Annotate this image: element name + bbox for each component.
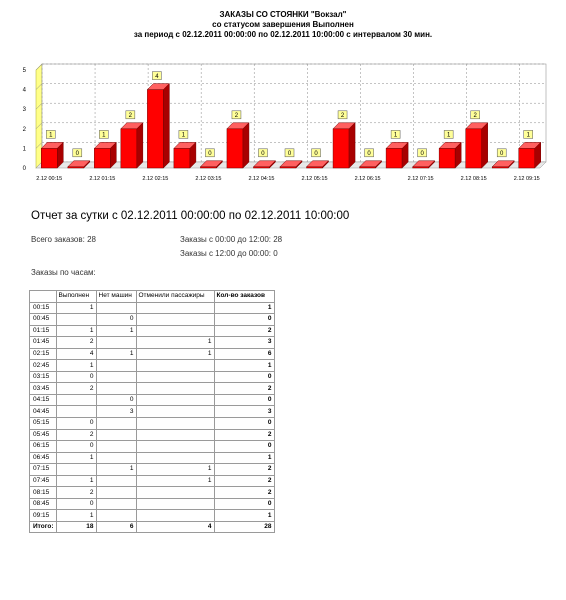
value-cell xyxy=(96,360,136,372)
bar-front xyxy=(94,148,110,168)
day-orders: Заказы с 00:00 до 12:00: 28 xyxy=(180,235,283,244)
value-cell: 1 xyxy=(214,452,274,464)
value-cell xyxy=(96,498,136,510)
value-cell: 0 xyxy=(56,371,96,383)
x-tick-label: 2.12 06:15 xyxy=(354,176,381,182)
value-cell xyxy=(96,475,136,487)
value-cell: 1 xyxy=(96,348,136,360)
value-cell: 3 xyxy=(214,337,274,349)
bar-value-label: 1 xyxy=(181,132,186,139)
table-row xyxy=(30,441,275,453)
value-cell: 4 xyxy=(56,348,96,360)
time-cell: 03:45 xyxy=(30,383,57,395)
value-cell xyxy=(96,510,136,522)
bar-value-label: 2 xyxy=(128,113,133,119)
x-tick-label: 2.12 05:15 xyxy=(301,176,328,182)
bar-value-label: 0 xyxy=(420,151,424,157)
value-cell: 0 xyxy=(56,418,96,430)
value-cell: 2 xyxy=(214,475,274,487)
bar-value-label: 0 xyxy=(314,151,318,157)
value-cell xyxy=(136,498,214,510)
value-cell xyxy=(136,418,214,430)
report-header-period: за период с 02.12.2011 00:00:00 по 02.12.2011 10:00:00 с интервалом 30 мин. xyxy=(133,30,433,39)
value-cell xyxy=(136,510,214,522)
value-cell: 3 xyxy=(214,406,274,418)
bar-value-label: 2 xyxy=(340,113,345,119)
table-row xyxy=(30,510,275,522)
bar-front xyxy=(41,148,57,168)
value-cell xyxy=(96,487,136,499)
value-cell xyxy=(136,429,214,441)
value-cell: 1 xyxy=(136,337,214,349)
time-cell: 05:45 xyxy=(30,429,57,441)
value-cell: 0 xyxy=(214,371,274,383)
table-header-cell xyxy=(30,291,57,303)
table-row xyxy=(30,464,275,476)
value-cell: 2 xyxy=(56,383,96,395)
value-cell: 2 xyxy=(214,487,274,499)
value-cell xyxy=(136,452,214,464)
value-cell xyxy=(136,314,214,326)
hourly-orders-table xyxy=(29,290,275,533)
table-row xyxy=(30,360,275,372)
bar-value-label: 1 xyxy=(49,132,53,139)
bar-front xyxy=(147,90,163,168)
value-cell: 0 xyxy=(214,394,274,406)
table-header-cell: Нет машин xyxy=(96,291,136,303)
time-cell: 07:15 xyxy=(30,464,57,476)
value-cell: 0 xyxy=(56,498,96,510)
bar-value-label: 0 xyxy=(208,151,212,157)
value-cell: 1 xyxy=(136,475,214,487)
bar-front xyxy=(519,148,535,168)
bar-value-label: 0 xyxy=(367,151,371,157)
total-cell: 28 xyxy=(214,521,274,533)
table-row xyxy=(30,337,275,349)
table-header-cell: Кол-во заказов xyxy=(214,291,274,303)
value-cell: 0 xyxy=(96,394,136,406)
value-cell xyxy=(96,429,136,441)
time-cell: 04:45 xyxy=(30,406,57,418)
table-row xyxy=(30,394,275,406)
x-tick-label: 2.12 03:15 xyxy=(195,176,222,182)
bar-front xyxy=(121,129,137,168)
bar-front xyxy=(174,148,190,168)
bar-value-label: 1 xyxy=(393,132,398,139)
time-cell: 01:45 xyxy=(30,337,57,349)
bar-value-label: 1 xyxy=(446,132,451,139)
table-total-row xyxy=(30,521,275,533)
hourly-label: Заказы по часам: xyxy=(31,268,96,277)
bar-value-label: 4 xyxy=(155,73,159,80)
value-cell: 2 xyxy=(214,325,274,337)
y-tick-label: 2 xyxy=(22,126,26,133)
bar-side xyxy=(349,123,355,168)
value-cell xyxy=(136,441,214,453)
table-row xyxy=(30,302,275,314)
bar-front xyxy=(439,148,455,168)
y-tick-label: 1 xyxy=(22,146,26,153)
time-cell: 06:15 xyxy=(30,441,57,453)
value-cell xyxy=(96,302,136,314)
value-cell xyxy=(136,406,214,418)
table-header-cell: Отменили пассажиры xyxy=(136,291,214,303)
total-orders: Всего заказов: 28 xyxy=(31,235,96,244)
value-cell: 1 xyxy=(56,475,96,487)
value-cell xyxy=(56,464,96,476)
total-cell: 18 xyxy=(56,521,96,533)
total-cell: 6 xyxy=(96,521,136,533)
table-row xyxy=(30,487,275,499)
time-cell: 02:45 xyxy=(30,360,57,372)
table-row xyxy=(30,452,275,464)
table-row xyxy=(30,325,275,337)
y-tick-label: 5 xyxy=(22,68,26,74)
time-cell: 06:45 xyxy=(30,452,57,464)
value-cell xyxy=(136,360,214,372)
time-cell: 09:15 xyxy=(30,510,57,522)
value-cell: 6 xyxy=(214,348,274,360)
report-header-title: ЗАКАЗЫ СО СТОЯНКИ "Вокзал" xyxy=(219,10,347,19)
bar-value-label: 2 xyxy=(234,113,239,119)
table-row xyxy=(30,406,275,418)
time-cell: 01:15 xyxy=(30,325,57,337)
value-cell: 1 xyxy=(214,360,274,372)
table-header-row xyxy=(30,291,275,303)
value-cell: 1 xyxy=(56,510,96,522)
x-tick-label: 2.12 08:15 xyxy=(460,176,487,182)
value-cell: 0 xyxy=(214,498,274,510)
value-cell: 0 xyxy=(96,314,136,326)
bar-side xyxy=(137,123,143,168)
value-cell: 2 xyxy=(56,337,96,349)
bar-front xyxy=(386,148,402,168)
value-cell: 1 xyxy=(96,464,136,476)
table-row xyxy=(30,314,275,326)
table-row xyxy=(30,383,275,395)
x-tick-label: 2.12 07:15 xyxy=(407,176,434,182)
value-cell: 2 xyxy=(56,429,96,441)
total-label-cell: Итого: xyxy=(30,521,57,533)
value-cell xyxy=(136,371,214,383)
value-cell: 0 xyxy=(214,418,274,430)
report-title: Отчет за сутки с 02.12.2011 00:00:00 по 02.12.2011 10:00:00 xyxy=(31,210,350,222)
value-cell: 1 xyxy=(56,325,96,337)
y-tick-label: 4 xyxy=(22,87,26,94)
time-cell: 05:15 xyxy=(30,418,57,430)
value-cell: 1 xyxy=(136,348,214,360)
y-tick-label: 3 xyxy=(22,107,26,114)
bar-value-label: 0 xyxy=(75,151,79,157)
bar-side xyxy=(243,123,249,168)
value-cell xyxy=(96,383,136,395)
bar-front xyxy=(227,129,243,168)
bar-value-label: 1 xyxy=(526,132,530,139)
table-row xyxy=(30,418,275,430)
time-cell: 00:15 xyxy=(30,302,57,314)
x-tick-label: 2.12 04:15 xyxy=(248,176,275,182)
value-cell xyxy=(56,314,96,326)
value-cell xyxy=(56,406,96,418)
bar-value-label: 0 xyxy=(287,151,292,157)
table-header-cell: Выполнен xyxy=(56,291,96,303)
value-cell: 2 xyxy=(214,429,274,441)
value-cell: 2 xyxy=(56,487,96,499)
value-cell xyxy=(136,394,214,406)
bar-value-label: 0 xyxy=(500,151,504,157)
value-cell: 1 xyxy=(214,510,274,522)
x-tick-label: 2.12 09:15 xyxy=(513,176,540,182)
time-cell: 08:15 xyxy=(30,487,57,499)
value-cell: 1 xyxy=(56,360,96,372)
value-cell: 0 xyxy=(214,314,274,326)
x-tick-label: 2.12 02:15 xyxy=(142,176,169,182)
value-cell: 0 xyxy=(56,441,96,453)
table-row xyxy=(30,348,275,360)
value-cell: 1 xyxy=(214,302,274,314)
value-cell xyxy=(136,383,214,395)
time-cell: 08:45 xyxy=(30,498,57,510)
report-header-subtitle: со статусом завершения Выполнен xyxy=(212,20,354,29)
bar-value-label: 0 xyxy=(261,151,265,157)
value-cell xyxy=(136,487,214,499)
night-orders: Заказы с 12:00 до 00:00: 0 xyxy=(180,249,278,258)
bar-side xyxy=(482,123,488,168)
value-cell xyxy=(96,337,136,349)
bar-front xyxy=(333,129,349,168)
time-cell: 02:15 xyxy=(30,348,57,360)
value-cell: 0 xyxy=(214,441,274,453)
table-row xyxy=(30,475,275,487)
x-tick-label: 2.12 00:15 xyxy=(36,176,63,182)
value-cell: 3 xyxy=(96,406,136,418)
y-tick-label: 0 xyxy=(22,166,26,172)
time-cell: 04:15 xyxy=(30,394,57,406)
value-cell xyxy=(56,394,96,406)
bar-value-label: 1 xyxy=(102,132,106,139)
bar-value-label: 2 xyxy=(473,113,477,119)
time-cell: 03:15 xyxy=(30,371,57,383)
bar-front xyxy=(466,129,482,168)
time-cell: 07:45 xyxy=(30,475,57,487)
value-cell xyxy=(96,441,136,453)
table-row xyxy=(30,498,275,510)
value-cell: 1 xyxy=(96,325,136,337)
value-cell: 2 xyxy=(214,383,274,395)
value-cell xyxy=(96,371,136,383)
value-cell xyxy=(96,452,136,464)
x-tick-label: 2.12 01:15 xyxy=(89,176,116,182)
time-cell: 00:45 xyxy=(30,314,57,326)
value-cell xyxy=(136,302,214,314)
bar-side xyxy=(163,84,169,168)
value-cell: 1 xyxy=(56,302,96,314)
value-cell xyxy=(96,418,136,430)
value-cell: 1 xyxy=(56,452,96,464)
value-cell: 1 xyxy=(136,464,214,476)
value-cell xyxy=(136,325,214,337)
orders-bar-chart xyxy=(0,62,566,187)
table-row xyxy=(30,429,275,441)
total-cell: 4 xyxy=(136,521,214,533)
value-cell: 2 xyxy=(214,464,274,476)
table-row xyxy=(30,371,275,383)
